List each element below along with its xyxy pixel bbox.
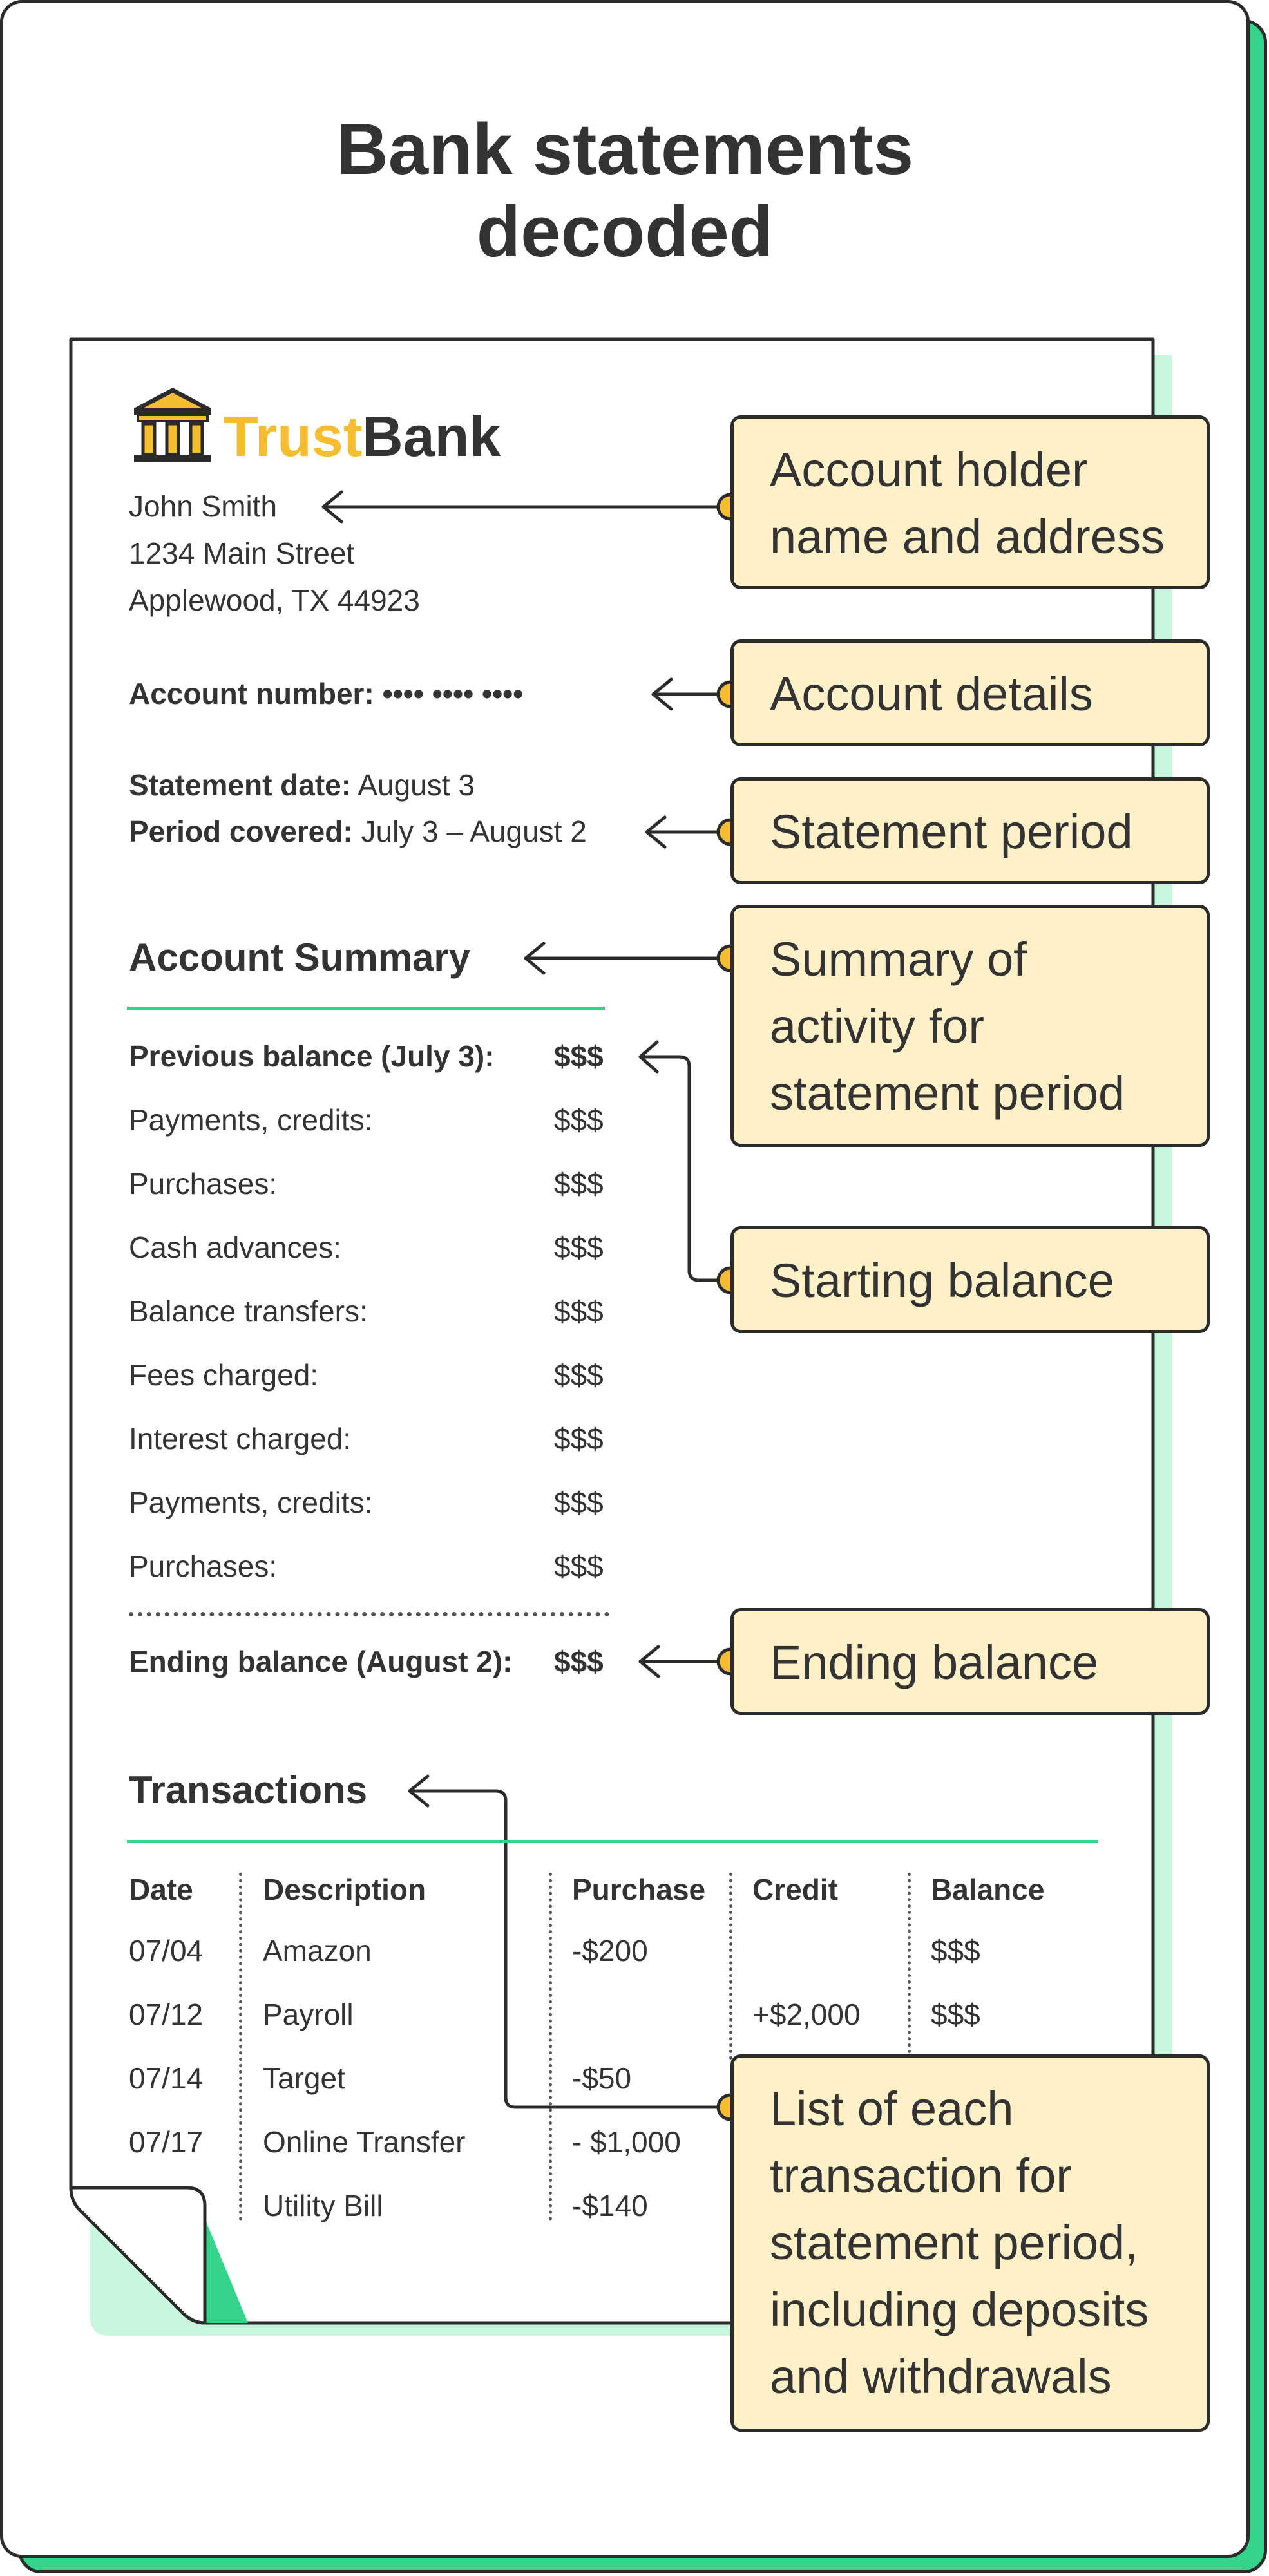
statement-date-value: August 3 bbox=[358, 768, 475, 802]
tx-date: 07/04 bbox=[129, 1934, 204, 1967]
callout-summary: Summary of activity for statement period bbox=[730, 905, 1210, 1147]
ending-balance-label: Ending balance (August 2): bbox=[129, 1645, 513, 1678]
tx-date: 07/17 bbox=[129, 2125, 204, 2159]
column-header-credit: Credit bbox=[752, 1873, 838, 1906]
account-number-label: Account number: bbox=[129, 677, 374, 710]
summary-row-value: $$$ bbox=[554, 1103, 604, 1137]
account-summary-heading: Account Summary bbox=[129, 936, 471, 979]
summary-row-label: Cash advances: bbox=[129, 1231, 341, 1264]
summary-row-value: $$$ bbox=[554, 1039, 604, 1073]
summary-row-label: Fees charged: bbox=[129, 1358, 319, 1392]
ending-balance-value: $$$ bbox=[554, 1645, 604, 1678]
summary-row-label: Purchases: bbox=[129, 1167, 278, 1200]
holder-city: Applewood, TX 44923 bbox=[129, 583, 420, 617]
summary-row-label: Previous balance (July 3): bbox=[129, 1039, 495, 1073]
summary-row-label: Payments, credits: bbox=[129, 1103, 373, 1137]
column-header-description: Description bbox=[263, 1873, 426, 1906]
column-divider bbox=[729, 1873, 732, 2060]
callout-statement-period: Statement period bbox=[730, 777, 1210, 884]
tx-description: Online Transfer bbox=[263, 2125, 466, 2159]
tx-description: Payroll bbox=[263, 1998, 354, 2031]
brand-name-part1: Trust bbox=[224, 404, 363, 468]
summary-row-value: $$$ bbox=[554, 1358, 604, 1392]
folded-corner bbox=[71, 2188, 205, 2323]
statement-period-value: July 3 – August 2 bbox=[361, 815, 587, 848]
brand-name-part2: Bank bbox=[362, 404, 501, 468]
statement-period-label: Period covered: bbox=[129, 815, 353, 848]
tx-description: Utility Bill bbox=[263, 2189, 383, 2222]
tx-date: 07/12 bbox=[129, 1998, 204, 2031]
tx-balance: $$$ bbox=[931, 1934, 980, 1967]
tx-purchase: -$200 bbox=[572, 1934, 648, 1967]
tx-purchase: -$140 bbox=[572, 2189, 648, 2222]
summary-row-label: Payments, credits: bbox=[129, 1486, 373, 1519]
tx-balance: $$$ bbox=[931, 1998, 980, 2031]
tx-purchase: -$50 bbox=[572, 2061, 632, 2095]
summary-row-value: $$$ bbox=[554, 1549, 604, 1583]
holder-street: 1234 Main Street bbox=[129, 536, 355, 570]
tx-credit: +$2,000 bbox=[752, 1998, 861, 2031]
column-divider bbox=[239, 1873, 242, 2221]
tx-description: Target bbox=[263, 2061, 345, 2095]
tx-date: 07/14 bbox=[129, 2061, 204, 2095]
column-header-purchase: Purchase bbox=[572, 1873, 706, 1906]
account-number-value: •••• •••• •••• bbox=[382, 677, 524, 710]
holder-name: John Smith bbox=[129, 489, 278, 523]
tx-purchase: - $1,000 bbox=[572, 2125, 681, 2159]
summary-divider bbox=[129, 1612, 609, 1616]
account-number bbox=[129, 676, 523, 711]
brand-name bbox=[224, 404, 501, 469]
page-title: Bank statements decoded bbox=[336, 109, 914, 272]
callout-account-holder: Account holder name and address bbox=[730, 415, 1210, 589]
summary-row-value: $$$ bbox=[554, 1486, 604, 1519]
column-divider bbox=[908, 1873, 911, 2060]
summary-row-label: Balance transfers: bbox=[129, 1294, 368, 1328]
callout-ending-balance: Ending balance bbox=[730, 1608, 1210, 1715]
statement-date-label: Statement date: bbox=[129, 768, 352, 802]
callout-starting-balance: Starting balance bbox=[730, 1226, 1210, 1333]
summary-row-label: Purchases: bbox=[129, 1549, 278, 1583]
summary-row-value: $$$ bbox=[554, 1294, 604, 1328]
column-header-balance: Balance bbox=[931, 1873, 1045, 1906]
tx-description: Amazon bbox=[263, 1934, 372, 1967]
column-divider bbox=[549, 1873, 552, 2221]
callout-transactions: List of each transaction for statement period, including deposits and withdrawals bbox=[730, 2054, 1210, 2432]
statement-period bbox=[129, 814, 587, 849]
transactions-rule bbox=[127, 1840, 1098, 1843]
callout-account-details: Account details bbox=[730, 639, 1210, 746]
summary-rule bbox=[127, 1007, 605, 1010]
transactions-heading: Transactions bbox=[129, 1768, 368, 1812]
summary-row-value: $$$ bbox=[554, 1422, 604, 1455]
statement-date bbox=[129, 768, 475, 802]
summary-row-label: Interest charged: bbox=[129, 1422, 352, 1455]
summary-row-value: $$$ bbox=[554, 1231, 604, 1264]
column-header-date: Date bbox=[129, 1873, 193, 1906]
summary-row-value: $$$ bbox=[554, 1167, 604, 1200]
